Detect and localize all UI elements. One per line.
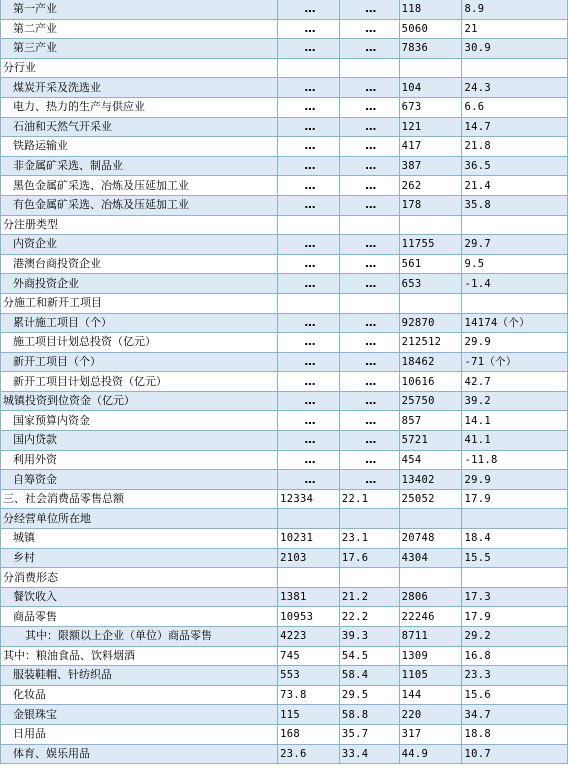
cell-c1 [278, 58, 340, 78]
cell-c2 [339, 215, 399, 235]
cell-c2: 29.5 [339, 685, 399, 705]
table-row [1, 0, 568, 19]
cell-c3: 11755 [399, 235, 462, 255]
table-row [1, 19, 568, 39]
row-label: 三、社会消费品零售总额 [1, 489, 278, 509]
table-row [1, 195, 568, 215]
cell-c3 [399, 568, 462, 588]
cell-c2: 17.6 [339, 548, 399, 568]
cell-c2: 22.1 [339, 489, 399, 509]
cell-c2: 58.4 [339, 666, 399, 686]
cell-c4: 17.3 [462, 587, 568, 607]
cell-c1: 1381 [278, 587, 340, 607]
cell-c1: … [278, 254, 340, 274]
cell-c1: 745 [278, 646, 340, 666]
cell-c4: 23.3 [462, 666, 568, 686]
cell-c2: 22.2 [339, 607, 399, 627]
table-row [1, 352, 568, 372]
cell-c2: … [339, 78, 399, 98]
cell-c3: 317 [399, 724, 462, 744]
cell-c4: 17.9 [462, 489, 568, 509]
cell-c3: 673 [399, 97, 462, 117]
table-row [1, 627, 568, 647]
cell-c1: … [278, 117, 340, 137]
cell-c3: 13402 [399, 470, 462, 490]
row-label: 化妆品 [1, 685, 278, 705]
row-label: 餐饮收入 [1, 587, 278, 607]
cell-c2 [339, 509, 399, 529]
row-label: 分行业 [1, 58, 278, 78]
cell-c3: 1309 [399, 646, 462, 666]
cell-c4: 9.5 [462, 254, 568, 274]
row-label: 电力、热力的生产与供应业 [1, 97, 278, 117]
cell-c2: … [339, 176, 399, 196]
row-label: 城镇 [1, 529, 278, 549]
row-label: 累计施工项目（个） [1, 313, 278, 333]
table-row [1, 137, 568, 157]
cell-c1: 4223 [278, 627, 340, 647]
table-row [1, 254, 568, 274]
cell-c2: … [339, 333, 399, 353]
cell-c4: 14.1 [462, 411, 568, 431]
table-row [1, 235, 568, 255]
row-label: 自筹资金 [1, 470, 278, 490]
cell-c3: 44.9 [399, 744, 462, 764]
cell-c1: … [278, 97, 340, 117]
row-label: 有色金属矿采选、冶炼及压延加工业 [1, 195, 278, 215]
cell-c1: … [278, 352, 340, 372]
cell-c2: … [339, 470, 399, 490]
cell-c2: … [339, 313, 399, 333]
cell-c4 [462, 293, 568, 313]
table-row [1, 39, 568, 59]
row-label: 城镇投资到位资金（亿元） [1, 391, 278, 411]
row-label: 分施工和新开工项目 [1, 293, 278, 313]
cell-c2: … [339, 254, 399, 274]
cell-c1: 10231 [278, 529, 340, 549]
cell-c3: 2806 [399, 587, 462, 607]
cell-c1: … [278, 274, 340, 294]
cell-c4: 6.6 [462, 97, 568, 117]
cell-c3: 178 [399, 195, 462, 215]
table-row [1, 293, 568, 313]
table-row [1, 705, 568, 725]
table-row [1, 58, 568, 78]
table-row [1, 78, 568, 98]
cell-c1: … [278, 450, 340, 470]
table-row [1, 450, 568, 470]
cell-c4 [462, 215, 568, 235]
cell-c3: 92870 [399, 313, 462, 333]
cell-c4 [462, 509, 568, 529]
cell-c4: 15.5 [462, 548, 568, 568]
table-row [1, 117, 568, 137]
cell-c1 [278, 215, 340, 235]
table-row [1, 431, 568, 451]
cell-c3: 20748 [399, 529, 462, 549]
cell-c1: 168 [278, 724, 340, 744]
cell-c4: 36.5 [462, 156, 568, 176]
cell-c2: … [339, 19, 399, 39]
cell-c1: 115 [278, 705, 340, 725]
cell-c1: … [278, 313, 340, 333]
cell-c2: … [339, 274, 399, 294]
row-label: 黑色金属矿采选、冶炼及压延加工业 [1, 176, 278, 196]
row-label: 体育、娱乐用品 [1, 744, 278, 764]
table-row [1, 607, 568, 627]
cell-c3: 5060 [399, 19, 462, 39]
cell-c2 [339, 293, 399, 313]
row-label: 新开工项目计划总投资（亿元） [1, 372, 278, 392]
cell-c2: 21.2 [339, 587, 399, 607]
row-label: 施工项目计划总投资（亿元） [1, 333, 278, 353]
cell-c2: 39.3 [339, 627, 399, 647]
cell-c1: 23.6 [278, 744, 340, 764]
cell-c1: … [278, 137, 340, 157]
cell-c4: 39.2 [462, 391, 568, 411]
cell-c3: 5721 [399, 431, 462, 451]
row-label: 煤炭开采及洗选业 [1, 78, 278, 98]
cell-c3: 417 [399, 137, 462, 157]
cell-c2: … [339, 0, 399, 19]
cell-c2: 58.8 [339, 705, 399, 725]
row-label: 石油和天然气开采业 [1, 117, 278, 137]
cell-c4: 8.9 [462, 0, 568, 19]
cell-c1: … [278, 0, 340, 19]
cell-c1: 12334 [278, 489, 340, 509]
cell-c3: 8711 [399, 627, 462, 647]
row-label: 乡村 [1, 548, 278, 568]
cell-c3: 4304 [399, 548, 462, 568]
cell-c4: 14.7 [462, 117, 568, 137]
cell-c2: 23.1 [339, 529, 399, 549]
table-row [1, 176, 568, 196]
table-row [1, 215, 568, 235]
cell-c1: 2103 [278, 548, 340, 568]
row-label: 第三产业 [1, 39, 278, 59]
cell-c4: 15.6 [462, 685, 568, 705]
cell-c1: … [278, 372, 340, 392]
table-row [1, 156, 568, 176]
cell-c3: 121 [399, 117, 462, 137]
row-label: 国内贷款 [1, 431, 278, 451]
table-row [1, 372, 568, 392]
row-label: 其中：限额以上企业（单位）商品零售 [1, 627, 278, 647]
cell-c4: 21 [462, 19, 568, 39]
cell-c4: -11.8 [462, 450, 568, 470]
cell-c3 [399, 215, 462, 235]
cell-c3: 25052 [399, 489, 462, 509]
cell-c2: … [339, 391, 399, 411]
row-label: 新开工项目（个） [1, 352, 278, 372]
cell-c2: … [339, 372, 399, 392]
cell-c3: 104 [399, 78, 462, 98]
cell-c4: -71（个） [462, 352, 568, 372]
cell-c3 [399, 293, 462, 313]
cell-c3 [399, 58, 462, 78]
cell-c1: 553 [278, 666, 340, 686]
row-label: 第一产业 [1, 0, 278, 19]
cell-c4: 24.3 [462, 78, 568, 98]
row-label: 分注册类型 [1, 215, 278, 235]
cell-c3: 387 [399, 156, 462, 176]
cell-c4: 42.7 [462, 372, 568, 392]
cell-c3: 18462 [399, 352, 462, 372]
cell-c2 [339, 568, 399, 588]
cell-c3: 454 [399, 450, 462, 470]
cell-c4: 29.9 [462, 470, 568, 490]
cell-c2: 33.4 [339, 744, 399, 764]
cell-c1: … [278, 391, 340, 411]
cell-c3: 220 [399, 705, 462, 725]
cell-c2: … [339, 97, 399, 117]
cell-c2: … [339, 117, 399, 137]
cell-c1: … [278, 176, 340, 196]
table-row [1, 509, 568, 529]
cell-c3: 653 [399, 274, 462, 294]
cell-c3: 857 [399, 411, 462, 431]
cell-c2: … [339, 156, 399, 176]
cell-c4: 29.2 [462, 627, 568, 647]
cell-c4: -1.4 [462, 274, 568, 294]
table-row [1, 470, 568, 490]
cell-c1: … [278, 195, 340, 215]
cell-c1 [278, 509, 340, 529]
cell-c2: … [339, 411, 399, 431]
cell-c4: 21.4 [462, 176, 568, 196]
table-row [1, 489, 568, 509]
cell-c4: 18.4 [462, 529, 568, 549]
cell-c2: … [339, 450, 399, 470]
cell-c2: … [339, 39, 399, 59]
cell-c4: 29.9 [462, 333, 568, 353]
table-row [1, 744, 568, 764]
row-label: 非金属矿采选、制品业 [1, 156, 278, 176]
row-label: 服装鞋帽、针纺织品 [1, 666, 278, 686]
cell-c4: 14174（个） [462, 313, 568, 333]
row-label: 其中：粮油食品、饮料烟酒 [1, 646, 278, 666]
table-row [1, 313, 568, 333]
row-label: 商品零售 [1, 607, 278, 627]
row-label: 铁路运输业 [1, 137, 278, 157]
cell-c1: … [278, 19, 340, 39]
cell-c3: 262 [399, 176, 462, 196]
cell-c3: 212512 [399, 333, 462, 353]
row-label: 外商投资企业 [1, 274, 278, 294]
cell-c1 [278, 568, 340, 588]
table-row [1, 97, 568, 117]
table-row [1, 666, 568, 686]
table-row [1, 587, 568, 607]
cell-c2: 54.5 [339, 646, 399, 666]
cell-c4: 41.1 [462, 431, 568, 451]
cell-c1: 73.8 [278, 685, 340, 705]
cell-c4: 34.7 [462, 705, 568, 725]
cell-c3: 144 [399, 685, 462, 705]
table-row [1, 685, 568, 705]
cell-c4 [462, 568, 568, 588]
cell-c3: 10616 [399, 372, 462, 392]
cell-c4: 18.8 [462, 724, 568, 744]
row-label: 港澳台商投资企业 [1, 254, 278, 274]
row-label: 国家预算内资金 [1, 411, 278, 431]
table-row [1, 274, 568, 294]
cell-c1: … [278, 39, 340, 59]
cell-c4 [462, 58, 568, 78]
cell-c1: … [278, 156, 340, 176]
cell-c1: … [278, 78, 340, 98]
cell-c1: … [278, 431, 340, 451]
cell-c1 [278, 293, 340, 313]
table-row [1, 529, 568, 549]
row-label: 分消费形态 [1, 568, 278, 588]
row-label: 第二产业 [1, 19, 278, 39]
cell-c4: 10.7 [462, 744, 568, 764]
cell-c3: 561 [399, 254, 462, 274]
cell-c4: 35.8 [462, 195, 568, 215]
cell-c3 [399, 509, 462, 529]
cell-c1: … [278, 235, 340, 255]
cell-c4: 16.8 [462, 646, 568, 666]
cell-c3: 1105 [399, 666, 462, 686]
cell-c4: 29.7 [462, 235, 568, 255]
row-label: 内资企业 [1, 235, 278, 255]
cell-c3: 118 [399, 0, 462, 19]
cell-c4: 17.9 [462, 607, 568, 627]
statistics-table-body [1, 0, 568, 764]
row-label: 金银珠宝 [1, 705, 278, 725]
cell-c2: … [339, 431, 399, 451]
table-row [1, 548, 568, 568]
row-label: 分经营单位所在地 [1, 509, 278, 529]
cell-c3: 22246 [399, 607, 462, 627]
cell-c2: … [339, 235, 399, 255]
cell-c2: … [339, 352, 399, 372]
cell-c3: 25750 [399, 391, 462, 411]
cell-c4: 30.9 [462, 39, 568, 59]
table-row [1, 333, 568, 353]
cell-c3: 7836 [399, 39, 462, 59]
cell-c1: … [278, 470, 340, 490]
cell-c4: 21.8 [462, 137, 568, 157]
cell-c2: 35.7 [339, 724, 399, 744]
cell-c1: 10953 [278, 607, 340, 627]
table-row [1, 568, 568, 588]
cell-c2: … [339, 195, 399, 215]
cell-c2 [339, 58, 399, 78]
cell-c1: … [278, 333, 340, 353]
row-label: 利用外资 [1, 450, 278, 470]
cell-c1: … [278, 411, 340, 431]
table-row [1, 724, 568, 744]
row-label: 日用品 [1, 724, 278, 744]
table-row [1, 411, 568, 431]
table-row [1, 646, 568, 666]
cell-c2: … [339, 137, 399, 157]
table-row [1, 391, 568, 411]
